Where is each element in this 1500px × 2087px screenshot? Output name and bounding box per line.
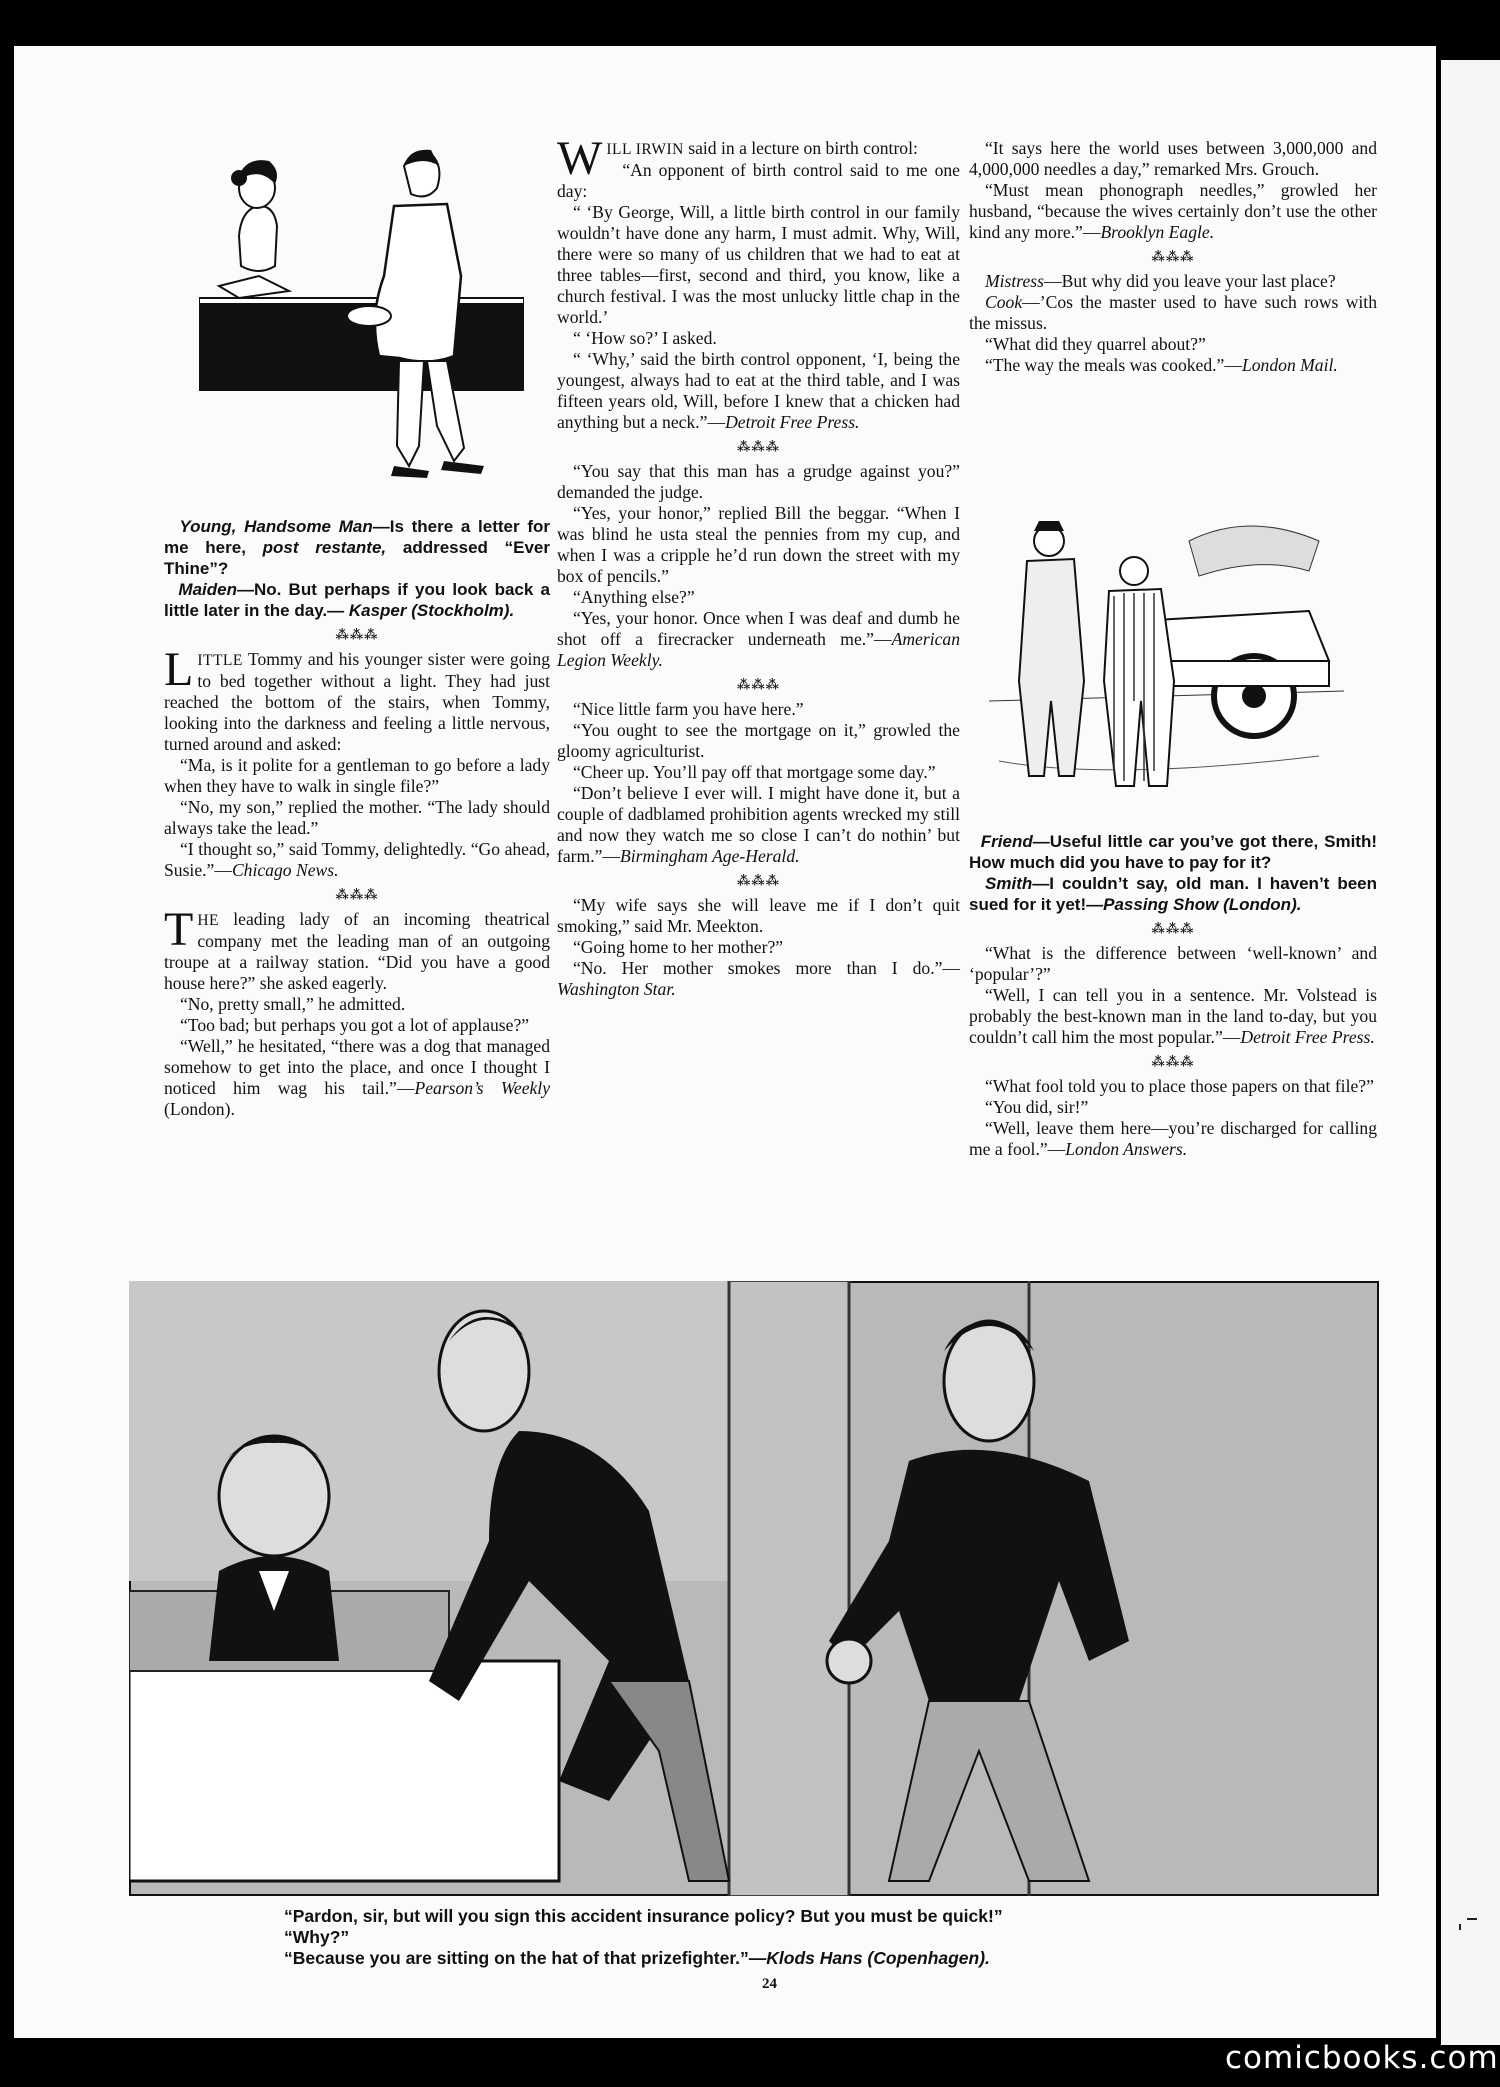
illustration-restaurant (129, 1281, 1379, 1896)
column-2: WILL IRWIN said in a lecture on birth control: “An opponent of birth control said to me one day: “ ‘By George, Will, a little birth control in our family wouldn’t have done any harm, I must admit. Why, Will, there were so many of us children that we had to eat at three tables—first, second and third, you know, like a church festival. I was the most unlucky little chap in the world.’ “ ‘How so?’ I asked. “ ‘Why,’ said the birth control opponent, ‘I, being the youngest, always had to eat at the third table, and I was fifteen years old, Will, before I knew that a chicken had anything but a neck.”—Detroit Free Press. ⁂⁂⁂ “You say that this man has a grudge against you?” demanded the judge. “Yes, your honor,” replied Bill the beggar. “When I was blind he usta steal the pennies from my cup, and when I was a cripple he’d run down the street with my box of pencils.” “Anything else?” “Yes, your honor. Once when I was deaf and dumb he shot off a firecracker underneath me.”—American Legion Weekly. ⁂⁂⁂ “Nice little farm you have here.” “You ought to see the mortgage on it,” growled the gloomy agriculturist. “Cheer up. You’ll pay off that mortgage some day.” “Don’t believe I ever will. I might have done it, but a couple of dadblamed prohibition agents wrecked my still and now they watch me so close I can’t do nothin’ but farm.”—Birmingham Age-Herald. ⁂⁂⁂ “My wife says she will leave me if I don’t quit smoking,” said Mr. Meekton. “Going home to her mother?” “No. Her mother smokes more than I do.”—Washington Star. (557, 132, 960, 999)
column-3: “It says here the world uses between 3,000,000 and 4,000,000 needles a day,” remarked Mrs. Grouch. “Must mean phonograph needles,” growled her husband, “because the wives certainly don’t use the other kind any more.”—Brooklyn Eagle. ⁂⁂⁂ Mistress—But why did you leave your last place? Cook—’Cos the master used to have such rows with the missus. “What did they quarrel about?” “The way the meals was cooked.”—London Mail. (969, 138, 1377, 375)
separator: ⁂⁂⁂ (1151, 1054, 1195, 1069)
magazine-page (14, 46, 1436, 2038)
joke-needles: “It says here the world uses between 3,000,000 and 4,000,000 needles a day,” remarked Mrs. Grouch. (969, 138, 1377, 179)
joke-kasper: Young, Handsome Man—Is there a letter for me here, post restante, addressed “Ever Thine”? Maiden—No. But perhaps if you look back a little later in the day.— Kasper (Stockholm). (164, 517, 550, 620)
separator: ⁂⁂⁂ (737, 439, 780, 454)
adjacent-page-edge (1441, 60, 1500, 2045)
illustration-young-man-maiden (199, 126, 524, 511)
separator: ⁂⁂⁂ (737, 677, 780, 692)
joke-will-irwin: WILL IRWIN said in a lecture on birth control: (557, 132, 918, 185)
joke-meekton: “My wife says she will leave me if I don’t quit smoking,” said Mr. Meekton. (557, 895, 960, 936)
joke-tommy: LITTLE Tommy and his younger sister were going to bed together without a light. They had just reached the bottom of the stairs, when Tommy, looking into the darkness and feeling a little nervous, turned around and asked: (164, 643, 550, 754)
joke-mistress-cook: Mistress—But why did you leave your last place? (985, 271, 1336, 291)
joke-leading-lady: THE leading lady of an incoming theatrical company met the leading man of an outgoing troupe at a railway station. “Did you have a good house here?” she asked eagerly. (164, 903, 550, 993)
joke-volstead: “What is the difference between ‘well-known’ and ‘popular’?” (969, 943, 1377, 984)
page-number: 24 (762, 1976, 777, 1992)
column-3-lower: Friend—Useful little car you’ve got there, Smith! How much did you have to pay for it? Smith—I couldn’t say, old man. I haven’t been sued for it yet!—Passing Show (London). ⁂⁂⁂ “What is the difference between ‘well-known’ and ‘popular’?” “Well, I can tell you in a sentence. Mr. Volstead is probably the best-known man in the land to-day, but you couldn’t call him the most popular.”—Detroit Free Press. ⁂⁂⁂ “What fool told you to place those papers on that file?” “You did, sir!” “Well, leave them here—you’re discharged for calling me a fool.”—London Answers. (969, 832, 1378, 1159)
joke-farm: “Nice little farm you have here.” (573, 699, 804, 719)
joke-beggar: “You say that this man has a grudge against you?” demanded the judge. (557, 461, 960, 502)
cartoon-caption: “Pardon, sir, but will you sign this accident insurance policy? But you must be quick!” “Why?” “Because you are sitting on the hat of that prizefighter.”—Klods Hans (Copenhagen). (284, 1906, 1003, 1968)
joke-fool: “What fool told you to place those papers on that file?” (985, 1076, 1374, 1096)
separator: ⁂⁂⁂ (1151, 249, 1195, 264)
separator: ⁂⁂⁂ (335, 887, 379, 902)
column-1: Young, Handsome Man—Is there a letter for me here, post restante, addressed “Ever Thine”? Maiden—No. But perhaps if you look back a little later in the day.— Kasper (Stockholm). ⁂⁂⁂ LITTLE Tommy and his younger sister were going to bed together without a light. They had just reached the bottom of the stairs, when Tommy, looking into the darkness and feeling a little nervous, turned around and asked: “Ma, is it polite for a gentleman to go before a lady when they have to walk in single file?” “No, my son,” replied the mother. “The lady should always take the lead.” “I thought so,” said Tommy, delightedly. “Go ahead, Susie.”—Chicago News. ⁂⁂⁂ THE leading lady of an incoming theatrical company met the leading man of an outgoing troupe at a railway station. “Did you have a good house here?” she asked eagerly. “No, pretty small,” he admitted. “Too bad; but perhaps you got a lot of applause?” “Well,” he hesitated, “there was a dog that managed somehow to get into the place, and once I thought I noticed him wag his tail.”—Pearson’s Weekly (London). (164, 517, 551, 1119)
illustration-car (989, 501, 1344, 816)
watermark-logo: comicbooks.com (1225, 2040, 1499, 2076)
joke-useful-car: Friend—Useful little car you’ve got there, Smith! How much did you have to pay for it? Smith—I couldn’t say, old man. I haven’t been sued for it yet!—Passing Show (London). (969, 832, 1378, 914)
separator: ⁂⁂⁂ (335, 627, 379, 642)
separator: ⁂⁂⁂ (737, 873, 780, 888)
separator: ⁂⁂⁂ (1151, 921, 1195, 936)
